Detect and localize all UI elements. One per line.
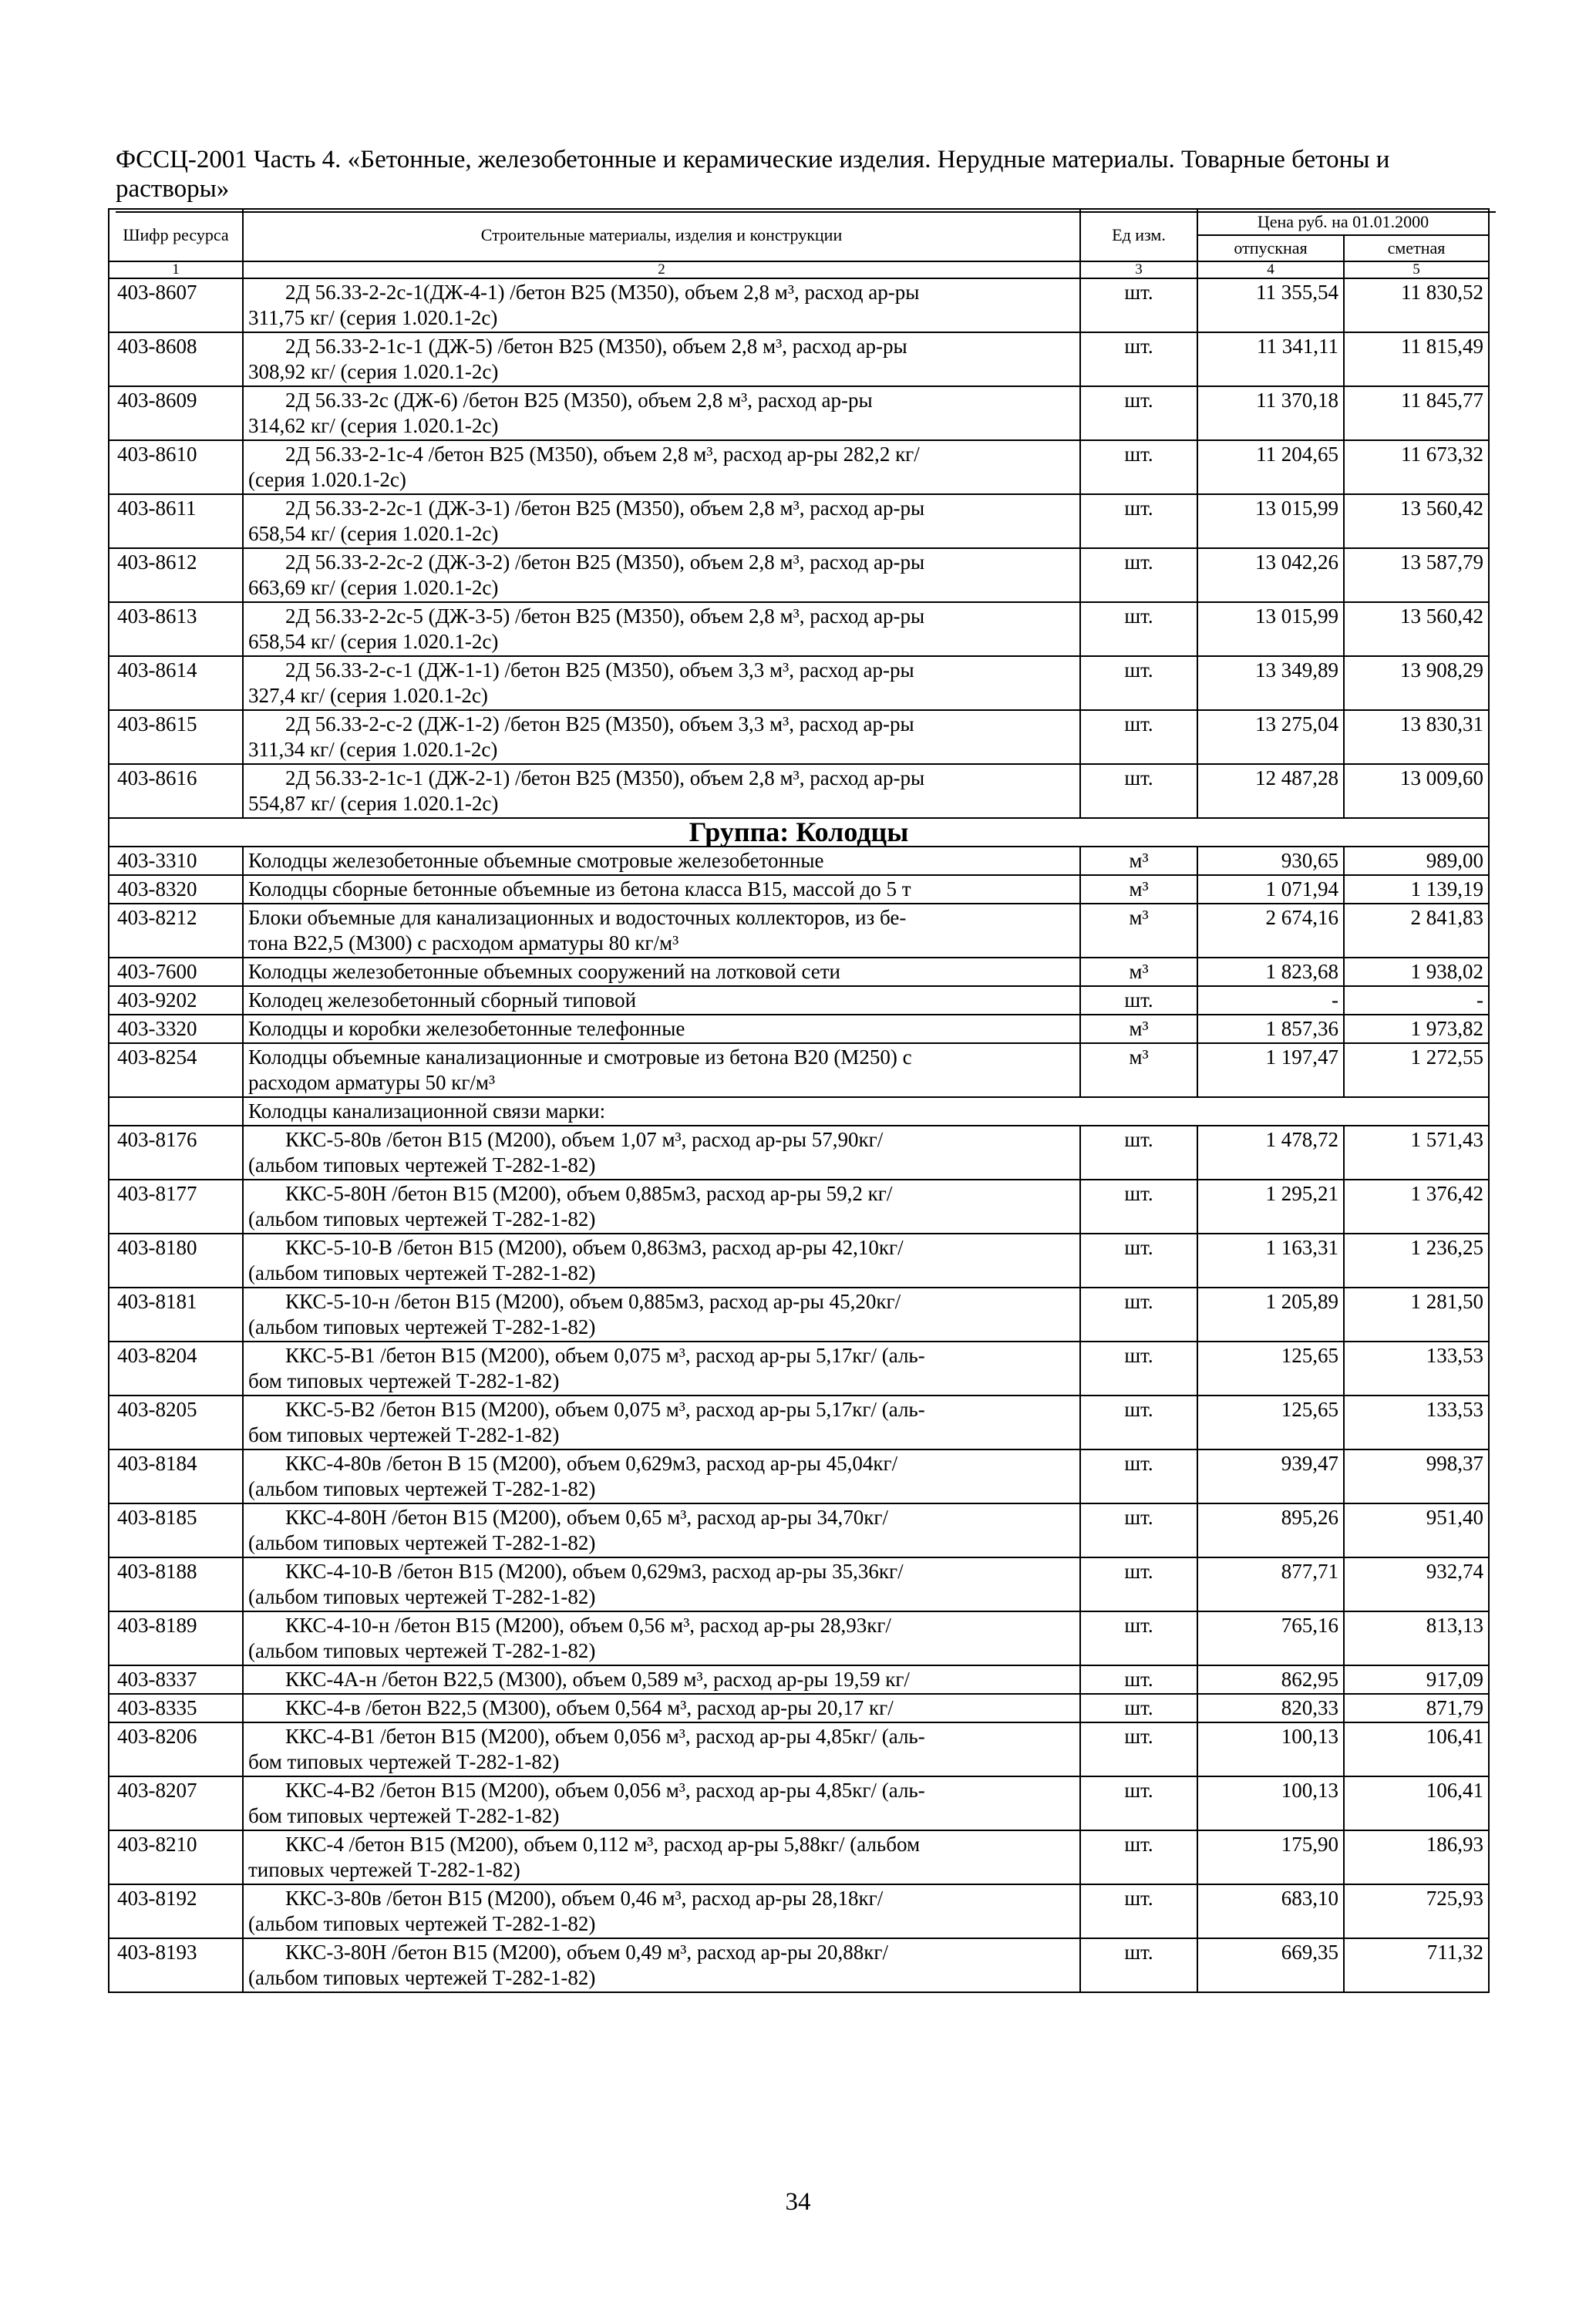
- description-line-2: тона В22,5 (М300) с расходом арматуры 80 кг/м³: [248, 931, 679, 954]
- description-line-2: 554,87 кг/ (серия 1.020.1-2с): [248, 792, 499, 815]
- release-price: 11 204,65: [1197, 440, 1344, 494]
- description-line-2: (альбом типовых чертежей Т-282-1-82): [248, 1912, 596, 1935]
- table-row: [109, 986, 1489, 1015]
- release-price: 877,71: [1197, 1557, 1344, 1611]
- resource-code: 403-8608: [109, 332, 243, 386]
- material-description: [243, 440, 1080, 494]
- subgroup-code-cell: [109, 1097, 243, 1126]
- description-line-2: (альбом типовых чертежей Т-282-1-82): [248, 1477, 596, 1500]
- unit-of-measure: м³: [1080, 1015, 1197, 1043]
- description-line-2: расходом арматуры 50 кг/м³: [248, 1071, 496, 1094]
- table-row: [109, 1342, 1489, 1396]
- page-number: 34: [785, 2188, 811, 2216]
- release-price: 862,95: [1197, 1665, 1344, 1694]
- unit-of-measure: м³: [1080, 875, 1197, 904]
- table-row: [109, 1288, 1489, 1342]
- description-line-2: (серия 1.020.1-2с): [248, 468, 406, 491]
- resource-code: 403-8615: [109, 710, 243, 764]
- table-row: [109, 440, 1489, 494]
- table-body-group: [109, 818, 1489, 847]
- material-description: [243, 386, 1080, 440]
- description-line-1: ККС-4-В2 /бетон В15 (М200), объем 0,056 м³, расход ар-ры 4,85кг/ (аль-: [285, 1779, 925, 1802]
- description-line-1: ККС-4-10-В /бетон В15 (М200), объем 0,629м3, расход ар-ры 35,36кг/: [285, 1560, 904, 1583]
- table-row: [109, 1830, 1489, 1884]
- resource-code: 403-8192: [109, 1884, 243, 1938]
- document-header: [116, 145, 1488, 204]
- resource-code: 403-8177: [109, 1180, 243, 1234]
- unit-of-measure: шт.: [1080, 1180, 1197, 1234]
- release-price: 175,90: [1197, 1830, 1344, 1884]
- material-description: [243, 1722, 1080, 1776]
- estimate-price: 1 281,50: [1344, 1288, 1489, 1342]
- release-price: 820,33: [1197, 1694, 1344, 1722]
- description-line-1: ККС-5-80в /бетон В15 (М200), объем 1,07 м³, расход ар-ры 57,90кг/: [285, 1128, 884, 1151]
- table-row: [109, 332, 1489, 386]
- col-header-name: Строительные материалы, изделия и конструкции: [243, 209, 1080, 261]
- unit-of-measure: шт.: [1080, 764, 1197, 818]
- table-row: [109, 1234, 1489, 1288]
- unit-of-measure: шт.: [1080, 1126, 1197, 1180]
- release-price: 1 823,68: [1197, 958, 1344, 986]
- material-description: [243, 1776, 1080, 1830]
- release-price: 13 015,99: [1197, 602, 1344, 656]
- material-description: [243, 1611, 1080, 1665]
- estimate-price: 11 673,32: [1344, 440, 1489, 494]
- header-title-line1: ФССЦ-2001 Часть 4. «Бетонные, железобетонные и керамические изделия. Нерудные материалы. Товарные бетоны и: [116, 146, 1390, 173]
- description-line-2: (альбом типовых чертежей Т-282-1-82): [248, 1261, 596, 1284]
- unit-of-measure: шт.: [1080, 1234, 1197, 1288]
- release-price: 1 478,72: [1197, 1126, 1344, 1180]
- resource-code: 403-8613: [109, 602, 243, 656]
- description-line-2: 658,54 кг/ (серия 1.020.1-2с): [248, 522, 499, 545]
- material-description: [243, 764, 1080, 818]
- estimate-price: 1 272,55: [1344, 1043, 1489, 1097]
- estimate-price: 13 908,29: [1344, 656, 1489, 710]
- description-line-2: (альбом типовых чертежей Т-282-1-82): [248, 1531, 596, 1554]
- description-line-2: 311,75 кг/ (серия 1.020.1-2с): [248, 306, 498, 329]
- resource-code: 403-8335: [109, 1694, 243, 1722]
- release-price: 1 197,47: [1197, 1043, 1344, 1097]
- release-price: 683,10: [1197, 1884, 1344, 1938]
- release-price: 125,65: [1197, 1396, 1344, 1449]
- unit-of-measure: шт.: [1080, 1665, 1197, 1694]
- description-line-2: 327,4 кг/ (серия 1.020.1-2с): [248, 684, 488, 707]
- description-line-2: 308,92 кг/ (серия 1.020.1-2с): [248, 360, 499, 383]
- description-line-2: (альбом типовых чертежей Т-282-1-82): [248, 1153, 596, 1177]
- column-number: 5: [1344, 261, 1489, 278]
- release-price: -: [1197, 986, 1344, 1015]
- description-line-1: ККС-3-80в /бетон В15 (М200), объем 0,46 м³, расход ар-ры 28,18кг/: [285, 1887, 884, 1910]
- release-price: 13 349,89: [1197, 656, 1344, 710]
- material-description: [243, 1288, 1080, 1342]
- description-line-1: 2Д 56.33-2-с-2 (ДЖ-1-2) /бетон В25 (М350), объем 3,3 м³, расход ар-ры: [285, 712, 914, 736]
- resource-code: 403-8206: [109, 1722, 243, 1776]
- resource-code: 403-8205: [109, 1396, 243, 1449]
- estimate-price: 13 560,42: [1344, 494, 1489, 548]
- description-line-1: ККС-4-10-н /бетон В15 (М200), объем 0,56 м³, расход ар-ры 28,93кг/: [285, 1614, 891, 1637]
- release-price: 765,16: [1197, 1611, 1344, 1665]
- table-row: [109, 386, 1489, 440]
- unit-of-measure: шт.: [1080, 386, 1197, 440]
- description-line-1: ККС-5-В2 /бетон В15 (М200), объем 0,075 м³, расход ар-ры 5,17кг/ (аль-: [285, 1398, 925, 1421]
- unit-of-measure: шт.: [1080, 1830, 1197, 1884]
- unit-of-measure: шт.: [1080, 656, 1197, 710]
- table-body-wells: [109, 847, 1489, 1097]
- unit-of-measure: шт.: [1080, 1342, 1197, 1396]
- table-body-panels: [109, 278, 1489, 818]
- unit-of-measure: шт.: [1080, 1776, 1197, 1830]
- description-line-1: 2Д 56.33-2-1с-4 /бетон В25 (М350), объем 2,8 м³, расход ар-ры 282,2 кг/: [285, 443, 920, 466]
- estimate-price: 871,79: [1344, 1694, 1489, 1722]
- unit-of-measure: шт.: [1080, 1503, 1197, 1557]
- resource-code: 403-8184: [109, 1449, 243, 1503]
- header-title-line2: растворы»: [116, 175, 230, 203]
- resource-code: 403-9202: [109, 986, 243, 1015]
- group-heading-row: [109, 818, 1489, 847]
- col-header-code: Шифр ресурса: [109, 209, 243, 261]
- description-line-2: 663,69 кг/ (серия 1.020.1-2с): [248, 576, 499, 599]
- estimate-price: 13 587,79: [1344, 548, 1489, 602]
- estimate-price: 813,13: [1344, 1611, 1489, 1665]
- material-description: [243, 602, 1080, 656]
- estimate-price: 1 236,25: [1344, 1234, 1489, 1288]
- resource-code: 403-8320: [109, 875, 243, 904]
- table-row: [109, 656, 1489, 710]
- table-row: [109, 875, 1489, 904]
- material-description: [243, 986, 1080, 1015]
- material-description: [243, 332, 1080, 386]
- description-line-1: ККС-4-80Н /бетон В15 (М200), объем 0,65 м³, расход ар-ры 34,70кг/: [285, 1506, 888, 1529]
- description-line-1: 2Д 56.33-2-с-1 (ДЖ-1-1) /бетон В25 (М350), объем 3,3 м³, расход ар-ры: [285, 658, 914, 682]
- table-row: [109, 1557, 1489, 1611]
- description-line-1: 2Д 56.33-2-2с-5 (ДЖ-3-5) /бетон В25 (М350), объем 2,8 м³, расход ар-ры: [285, 604, 925, 628]
- unit-of-measure: м³: [1080, 847, 1197, 875]
- estimate-price: 917,09: [1344, 1665, 1489, 1694]
- material-description: [243, 548, 1080, 602]
- estimate-price: 106,41: [1344, 1776, 1489, 1830]
- estimate-price: 1 973,82: [1344, 1015, 1489, 1043]
- material-description: [243, 1015, 1080, 1043]
- resource-code: 403-8212: [109, 904, 243, 958]
- description-line-2: бом типовых чертежей Т-282-1-82): [248, 1369, 560, 1392]
- table-row: [109, 1396, 1489, 1449]
- subgroup-title: Колодцы канализационной связи марки:: [243, 1097, 1489, 1126]
- resource-code: 403-8609: [109, 386, 243, 440]
- unit-of-measure: м³: [1080, 958, 1197, 986]
- resource-code: 403-8185: [109, 1503, 243, 1557]
- resource-code: 403-8254: [109, 1043, 243, 1097]
- unit-of-measure: шт.: [1080, 332, 1197, 386]
- description-line-2: 314,62 кг/ (серия 1.020.1-2с): [248, 414, 499, 437]
- release-price: 11 370,18: [1197, 386, 1344, 440]
- table-row: [109, 548, 1489, 602]
- table-body-subgroup: [109, 1097, 1489, 1126]
- col-header-estimate-price: сметная: [1344, 235, 1489, 261]
- material-description: [243, 1396, 1080, 1449]
- description-line-1: 2Д 56.33-2-1с-1 (ДЖ-5) /бетон В25 (М350), объем 2,8 м³, расход ар-ры: [285, 335, 907, 358]
- estimate-price: 106,41: [1344, 1722, 1489, 1776]
- material-description: [243, 1830, 1080, 1884]
- resource-code: 403-7600: [109, 958, 243, 986]
- unit-of-measure: шт.: [1080, 1611, 1197, 1665]
- table-row: [109, 1611, 1489, 1665]
- material-description: [243, 1884, 1080, 1938]
- table-row: [109, 1722, 1489, 1776]
- table-row: [109, 1776, 1489, 1830]
- estimate-price: 711,32: [1344, 1938, 1489, 1992]
- table-row: [109, 1938, 1489, 1992]
- release-price: 1 163,31: [1197, 1234, 1344, 1288]
- estimate-price: 133,53: [1344, 1342, 1489, 1396]
- group-title: Группа: Колодцы: [109, 818, 1489, 847]
- estimate-price: -: [1344, 986, 1489, 1015]
- material-description: [243, 656, 1080, 710]
- table-row: [109, 1665, 1489, 1694]
- estimate-price: 951,40: [1344, 1503, 1489, 1557]
- resource-code: 403-8176: [109, 1126, 243, 1180]
- description-line-1: ККС-4-В1 /бетон В15 (М200), объем 0,056 м³, расход ар-ры 4,85кг/ (аль-: [285, 1725, 925, 1748]
- table-row: [109, 278, 1489, 332]
- estimate-price: 11 815,49: [1344, 332, 1489, 386]
- material-description: [243, 1342, 1080, 1396]
- unit-of-measure: м³: [1080, 904, 1197, 958]
- description-line-1: ККС-5-10-В /бетон В15 (М200), объем 0,863м3, расход ар-ры 42,10кг/: [285, 1236, 904, 1259]
- release-price: 1 071,94: [1197, 875, 1344, 904]
- description-line-1: ККС-5-В1 /бетон В15 (М200), объем 0,075 м³, расход ар-ры 5,17кг/ (аль-: [285, 1344, 925, 1367]
- material-description: [243, 958, 1080, 986]
- table-row: [109, 1449, 1489, 1503]
- table-row: [109, 904, 1489, 958]
- table-row: [109, 1694, 1489, 1722]
- description-line-1: ККС-3-80Н /бетон В15 (М200), объем 0,49 м³, расход ар-ры 20,88кг/: [285, 1941, 888, 1964]
- estimate-price: 725,93: [1344, 1884, 1489, 1938]
- resource-code: 403-8204: [109, 1342, 243, 1396]
- description-line-2: бом типовых чертежей Т-282-1-82): [248, 1423, 560, 1446]
- resource-code: 403-8188: [109, 1557, 243, 1611]
- estimate-price: 11 830,52: [1344, 278, 1489, 332]
- column-number-row: [109, 261, 1489, 278]
- material-description: [243, 847, 1080, 875]
- material-description: [243, 494, 1080, 548]
- estimate-price: 989,00: [1344, 847, 1489, 875]
- resource-code: 403-8193: [109, 1938, 243, 1992]
- resource-code: 403-8189: [109, 1611, 243, 1665]
- material-description: [243, 1234, 1080, 1288]
- description-line-1: Колодец железобетонный сборный типовой: [248, 988, 637, 1012]
- unit-of-measure: шт.: [1080, 548, 1197, 602]
- release-price: 13 275,04: [1197, 710, 1344, 764]
- resource-code: 403-8181: [109, 1288, 243, 1342]
- release-price: 930,65: [1197, 847, 1344, 875]
- description-line-2: (альбом типовых чертежей Т-282-1-82): [248, 1207, 596, 1231]
- column-number: 1: [109, 261, 243, 278]
- estimate-price: 1 376,42: [1344, 1180, 1489, 1234]
- material-description: [243, 1126, 1080, 1180]
- description-line-1: Колодцы объемные канализационные и смотровые из бетона В20 (М250) с: [248, 1045, 912, 1069]
- release-price: 11 341,11: [1197, 332, 1344, 386]
- description-line-1: Колодцы железобетонные объемных сооружений на лотковой сети: [248, 960, 840, 983]
- material-description: [243, 875, 1080, 904]
- material-description: [243, 1938, 1080, 1992]
- material-description: [243, 1665, 1080, 1694]
- resource-code: 403-3310: [109, 847, 243, 875]
- release-price: 13 042,26: [1197, 548, 1344, 602]
- table-row: [109, 1503, 1489, 1557]
- material-description: [243, 904, 1080, 958]
- release-price: 895,26: [1197, 1503, 1344, 1557]
- material-description: [243, 1043, 1080, 1097]
- release-price: 13 015,99: [1197, 494, 1344, 548]
- description-line-2: 658,54 кг/ (серия 1.020.1-2с): [248, 630, 499, 653]
- unit-of-measure: шт.: [1080, 494, 1197, 548]
- description-line-2: (альбом типовых чертежей Т-282-1-82): [248, 1966, 596, 1989]
- unit-of-measure: шт.: [1080, 1938, 1197, 1992]
- description-line-1: 2Д 56.33-2-1с-1 (ДЖ-2-1) /бетон В25 (М350), объем 2,8 м³, расход ар-ры: [285, 766, 925, 790]
- description-line-1: ККС-4-80в /бетон В 15 (М200), объем 0,629м3, расход ар-ры 45,04кг/: [285, 1452, 898, 1475]
- estimate-price: 13 009,60: [1344, 764, 1489, 818]
- unit-of-measure: шт.: [1080, 710, 1197, 764]
- unit-of-measure: шт.: [1080, 440, 1197, 494]
- unit-of-measure: м³: [1080, 1043, 1197, 1097]
- description-line-2: бом типовых чертежей Т-282-1-82): [248, 1804, 560, 1827]
- unit-of-measure: шт.: [1080, 1722, 1197, 1776]
- table-row: [109, 602, 1489, 656]
- resource-code: 403-8611: [109, 494, 243, 548]
- estimate-price: 186,93: [1344, 1830, 1489, 1884]
- resource-code: 403-8612: [109, 548, 243, 602]
- column-number: 2: [243, 261, 1080, 278]
- unit-of-measure: шт.: [1080, 1288, 1197, 1342]
- estimate-price: 1 139,19: [1344, 875, 1489, 904]
- estimate-price: 2 841,83: [1344, 904, 1489, 958]
- unit-of-measure: шт.: [1080, 1884, 1197, 1938]
- description-line-2: (альбом типовых чертежей Т-282-1-82): [248, 1639, 596, 1662]
- unit-of-measure: шт.: [1080, 1557, 1197, 1611]
- release-price: 100,13: [1197, 1722, 1344, 1776]
- estimate-price: 1 938,02: [1344, 958, 1489, 986]
- resource-code: 403-8607: [109, 278, 243, 332]
- resource-code: 403-8614: [109, 656, 243, 710]
- column-number: 4: [1197, 261, 1344, 278]
- description-line-2: 311,34 кг/ (серия 1.020.1-2с): [248, 738, 498, 761]
- table-row: [109, 1884, 1489, 1938]
- description-line-1: ККС-5-80Н /бетон В15 (М200), объем 0,885м3, расход ар-ры 59,2 кг/: [285, 1182, 893, 1205]
- col-header-unit: Ед изм.: [1080, 209, 1197, 261]
- release-price: 1 857,36: [1197, 1015, 1344, 1043]
- table-row: [109, 1015, 1489, 1043]
- estimate-price: 11 845,77: [1344, 386, 1489, 440]
- resource-code: 403-8337: [109, 1665, 243, 1694]
- estimate-price: 1 571,43: [1344, 1126, 1489, 1180]
- table-row: [109, 494, 1489, 548]
- table-row: [109, 1043, 1489, 1097]
- resource-code: 403-3320: [109, 1015, 243, 1043]
- resource-code: 403-8610: [109, 440, 243, 494]
- description-line-1: 2Д 56.33-2-2с-2 (ДЖ-3-2) /бетон В25 (М350), объем 2,8 м³, расход ар-ры: [285, 550, 925, 574]
- description-line-2: (альбом типовых чертежей Т-282-1-82): [248, 1585, 596, 1608]
- release-price: 2 674,16: [1197, 904, 1344, 958]
- description-line-1: Блоки объемные для канализационных и водосточных коллекторов, из бе-: [248, 906, 907, 929]
- col-header-price: Цена руб. на 01.01.2000: [1197, 209, 1489, 235]
- description-line-1: Колодцы сборные бетонные объемные из бетона класса В15, массой до 5 т: [248, 877, 911, 901]
- description-line-1: ККС-5-10-н /бетон В15 (М200), объем 0,885м3, расход ар-ры 45,20кг/: [285, 1290, 901, 1313]
- description-line-1: ККС-4 /бетон В15 (М200), объем 0,112 м³, расход ар-ры 5,88кг/ (альбом: [285, 1833, 921, 1856]
- release-price: 1 295,21: [1197, 1180, 1344, 1234]
- resource-code: 403-8207: [109, 1776, 243, 1830]
- release-price: 1 205,89: [1197, 1288, 1344, 1342]
- unit-of-measure: шт.: [1080, 1694, 1197, 1722]
- resource-code: 403-8180: [109, 1234, 243, 1288]
- resource-code: 403-8210: [109, 1830, 243, 1884]
- description-line-2: бом типовых чертежей Т-282-1-82): [248, 1750, 560, 1773]
- material-description: [243, 1503, 1080, 1557]
- description-line-1: Колодцы железобетонные объемные смотровые железобетонные: [248, 849, 824, 872]
- description-line-1: 2Д 56.33-2-2с-1(ДЖ-4-1) /бетон В25 (М350), объем 2,8 м³, расход ар-ры: [285, 281, 920, 304]
- description-line-1: Колодцы и коробки железобетонные телефонные: [248, 1017, 685, 1040]
- table-body-kks: [109, 1126, 1489, 1992]
- table-row: [109, 764, 1489, 818]
- price-table: [108, 208, 1490, 1993]
- estimate-price: 932,74: [1344, 1557, 1489, 1611]
- table-row: [109, 1180, 1489, 1234]
- table-header-row: [109, 209, 1489, 235]
- material-description: [243, 1180, 1080, 1234]
- table-row: [109, 1126, 1489, 1180]
- unit-of-measure: шт.: [1080, 986, 1197, 1015]
- release-price: 100,13: [1197, 1776, 1344, 1830]
- subgroup-heading-row: [109, 1097, 1489, 1126]
- estimate-price: 13 830,31: [1344, 710, 1489, 764]
- estimate-price: 133,53: [1344, 1396, 1489, 1449]
- release-price: 125,65: [1197, 1342, 1344, 1396]
- release-price: 939,47: [1197, 1449, 1344, 1503]
- material-description: [243, 1557, 1080, 1611]
- estimate-price: 13 560,42: [1344, 602, 1489, 656]
- description-line-2: (альбом типовых чертежей Т-282-1-82): [248, 1315, 596, 1338]
- material-description: [243, 1694, 1080, 1722]
- table-row: [109, 958, 1489, 986]
- estimate-price: 998,37: [1344, 1449, 1489, 1503]
- release-price: 669,35: [1197, 1938, 1344, 1992]
- unit-of-measure: шт.: [1080, 278, 1197, 332]
- release-price: 11 355,54: [1197, 278, 1344, 332]
- description-line-2: типовых чертежей Т-282-1-82): [248, 1858, 520, 1881]
- resource-code: 403-8616: [109, 764, 243, 818]
- material-description: [243, 1449, 1080, 1503]
- material-description: [243, 710, 1080, 764]
- description-line-1: ККС-4-в /бетон В22,5 (М300), объем 0,564 м³, расход ар-ры 20,17 кг/: [285, 1696, 894, 1719]
- description-line-1: ККС-4А-н /бетон В22,5 (М300), объем 0,589 м³, расход ар-ры 19,59 кг/: [285, 1668, 910, 1691]
- table-row: [109, 847, 1489, 875]
- col-header-release-price: отпускная: [1197, 235, 1344, 261]
- unit-of-measure: шт.: [1080, 602, 1197, 656]
- column-number: 3: [1080, 261, 1197, 278]
- release-price: 12 487,28: [1197, 764, 1344, 818]
- unit-of-measure: шт.: [1080, 1449, 1197, 1503]
- table-row: [109, 710, 1489, 764]
- description-line-1: 2Д 56.33-2с (ДЖ-6) /бетон В25 (М350), объем 2,8 м³, расход ар-ры: [285, 389, 873, 412]
- description-line-1: 2Д 56.33-2-2с-1 (ДЖ-3-1) /бетон В25 (М350), объем 2,8 м³, расход ар-ры: [285, 497, 925, 520]
- unit-of-measure: шт.: [1080, 1396, 1197, 1449]
- material-description: [243, 278, 1080, 332]
